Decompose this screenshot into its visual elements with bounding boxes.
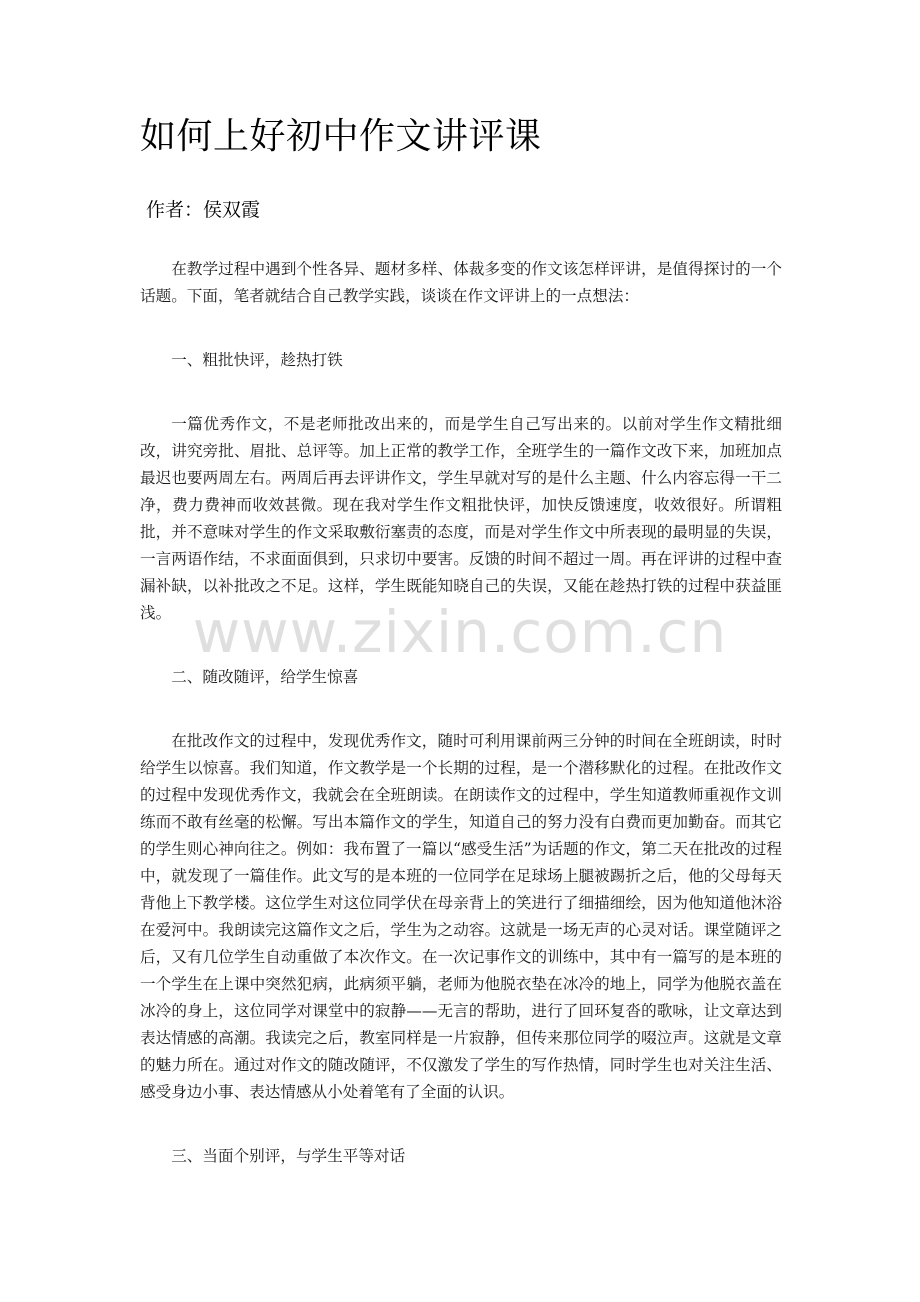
document-title: 如何上好初中作文讲评课 (140, 116, 542, 157)
paragraph-spacer (140, 627, 782, 664)
watermark: www.zixin.com.cn (192, 598, 728, 666)
section-heading-2: 二、随改随评，给学生惊喜 (171, 668, 359, 686)
paragraph-spacer (140, 310, 782, 347)
document-author: 作者：侯双霞 (146, 199, 261, 221)
section-body-2: 在批改作文的过程中，发现优秀作文，随时可利用课前两三分钟的时间在全班朗读，时时给学生以惊喜。我们知道，作文教学是一个长期的过程，是一个潜移默化的过程。在批改作文的过程中发现优秀作文，我就会在全班朗读。在朗读作文的过程中，学生知道教师重视作文训练而不敢有丝毫的松懈。写出本篇作文的学生，知道自己的努力没有白费而更加勤奋。而其它的学生则心神向往之。例如：我布置了一篇以“感受生活”为话题的作文，第二天在批改的过程中，就发现了一篇佳作。此文写的是本班的一位同学在足球场上腿被踢折之后，他的父母每天背他上下教学楼。这位学生对这位同学伏在母亲背上的笑进行了细描细绘，因为他知道他沐浴在爱河中。我朗读完这篇作文之后，学生为之动容。这就是一场无声的心灵对话。课堂随评之后，又有几位学生自动重做了本次作文。在一次记事作文的训练中，其中有一篇写的是本班的一个学生在上课中突然犯病，此病须平躺，老师为他脱衣垫在冰冷的地上，同学为他脱衣盖在冰冷的身上，这位同学对课堂中的寂静——无言的帮助，进行了回环复沓的歌咏，让文章达到表达情感的高潮。我读完之后，教室同样是一片寂静，但传来那位同学的啜泣声。这就是文章的魅力所在。通过对作文的随改随评，不仅激发了学生的写作热情，同时学生也对关注生活、感受身边小事、表达情感从小处着笔有了全面的认识。 (140, 732, 782, 1101)
section-heading-3: 三、当面个别评，与学生平等对话 (171, 1147, 406, 1165)
paragraph-spacer (140, 374, 782, 411)
section-body-1: 一篇优秀作文，不是老师批改出来的，而是学生自己写出来的。以前对学生作文精批细改，讲究旁批、眉批、总评等。加上正常的教学工作，全班学生的一篇作文改下来，加班加点最迟也要两周左右。两周后再去评讲作文，学生早就对写的是什么主题、什么内容忘得一干二净，费力费神而收效甚微。现在我对学生作文粗批快评，加快反馈速度，收效很好。所谓粗批，并不意味对学生的作文采取敷衍塞责的态度，而是对学生作文中所表现的最明显的失误，一言两语作结，不求面面俱到，只求切中要害。反馈的时间不超过一周。再在评讲的过程中查漏补缺，以补批改之不足。这样，学生既能知晓自己的失误，又能在趁热打铁的过程中获益匪浅。 (140, 415, 782, 622)
section-heading-1: 一、粗批快评，趁热打铁 (171, 351, 343, 369)
intro-paragraph: 在教学过程中遇到个性各异、题材多样、体裁多变的作文该怎样评讲，是值得探讨的一个话题。下面，笔者就结合自己教学实践，谈谈在作文评讲上的一点想法： (140, 260, 782, 305)
paragraph-spacer (140, 1106, 782, 1143)
paragraph-spacer (140, 691, 782, 728)
document-body (140, 256, 782, 1170)
